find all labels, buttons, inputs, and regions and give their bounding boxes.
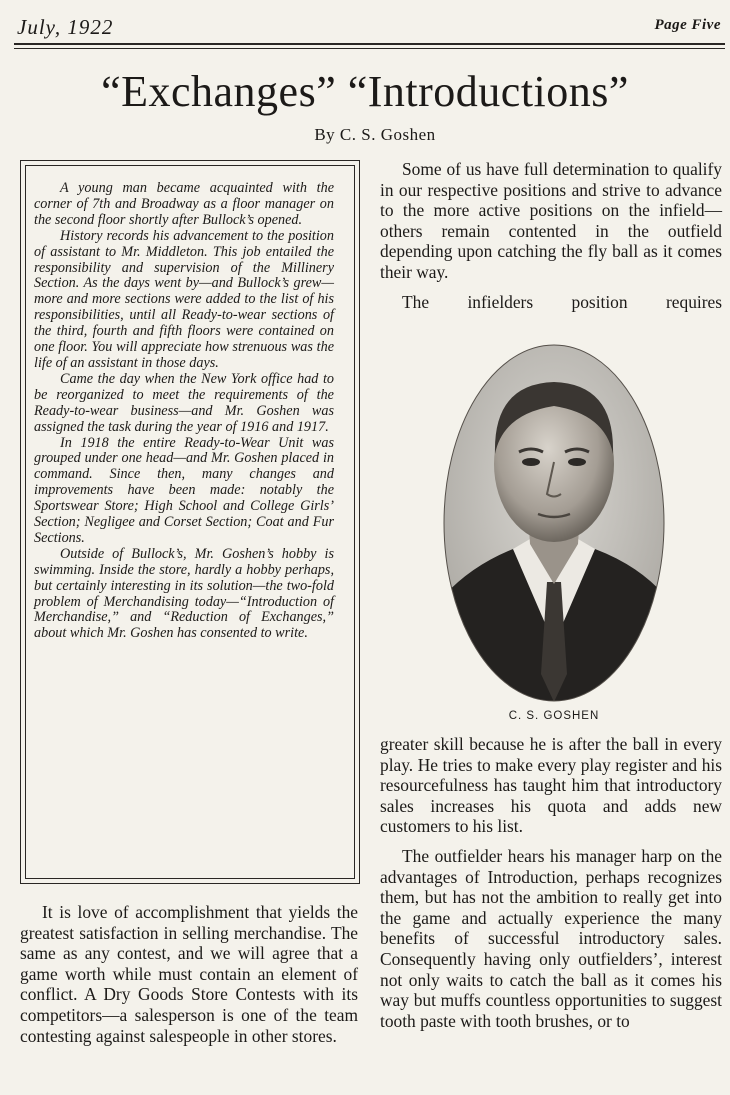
body-paragraph-start: The infielders position requires [402,291,722,312]
portrait-caption: C. S. GOSHEN [508,710,600,722]
article-title: “Exchanges” “Introductions” [101,67,629,116]
biography-paragraph: History records his advancement to the position of assistant to Mr. Middleton. This job entailed the responsibility and supervision of the Millinery Section. As the days went by—and Bullock’s grew—more and more sections were added to the list of his responsibilities, until all Ready-to-wear sections of the third, fourth and fifth floors were contained on one floor. You will appreciate how strenuous was the life of an assistant in those days. [34,227,334,371]
page-number: Page Five [654,17,721,33]
biography-paragraph: Came the day when the New York office had to be reorganized to meet the requirements of the Ready-to-wear business—and Mr. Goshen was assigned the task during the year of 1916 and 1917. [34,370,334,435]
body-paragraph: Some of us have full determination to qualify in our respective positions and strive to advance to the more active positions on the infield—others remain contented in the outfield depending upon catching the fly ball as it comes their way. [380,159,722,282]
right-column-bottom [380,734,722,1040]
issue-date: July, 1922 [17,15,114,39]
left-column [20,902,358,1055]
biography-paragraph: Outside of Bullock’s, Mr. Goshen’s hobby is swimming. Inside the store, hardly a hobby perhaps, but certainly interesting in its solution—the two-fold problem of Merchandising today—“Introduction of Merchandise,” and “Reduction of Exchanges,” about which Mr. Goshen has consented to write. [34,545,334,642]
body-paragraph: The outfielder hears his manager harp on the advantages of Introduction, perhaps recognizes them, but has not the ambition to really get into the game and actually experience the many benefits of successful introductory sales. Consequently having only outfielders’, interest not only waits to catch the ball as it comes his way but muffs countless opportunities to suggest tooth paste with tooth brushes, or to [380,845,722,1031]
header-rule [14,43,725,45]
header-rule-thin [14,48,725,49]
body-paragraph-continued: greater skill because he is after the ball in every play. He tries to make every play register and his resourcefulness has taught him that introductory sales increases his quota and adds new customers to his list. [380,734,722,837]
biography-paragraph: A young man became acquainted with the corner of 7th and Broadway as a floor manager on the second floor shortly after Bullock’s opened. [34,180,334,228]
right-column-top [380,159,722,312]
portrait-photo [443,344,665,702]
article-byline: By C. S. Goshen [314,125,436,144]
biography-text [34,181,334,642]
biography-paragraph: In 1918 the entire Ready-to-Wear Unit was grouped under one head—and Mr. Goshen placed in command. Since then, many changes and improvements have been made: notably the Sportswear Store; High School and College Girls’ Section; Negligee and Corset Section; Coat and Fur Sections. [34,434,334,546]
body-paragraph: It is love of accomplishment that yields the greatest satisfaction in selling merchandise. The same as any contest, and we will agree that a game worth while must contain an element of conflict. A Dry Goods Store Contests with its competitors—a salesperson is one of the team contesting against salespeople in other stores. [20,902,358,1046]
